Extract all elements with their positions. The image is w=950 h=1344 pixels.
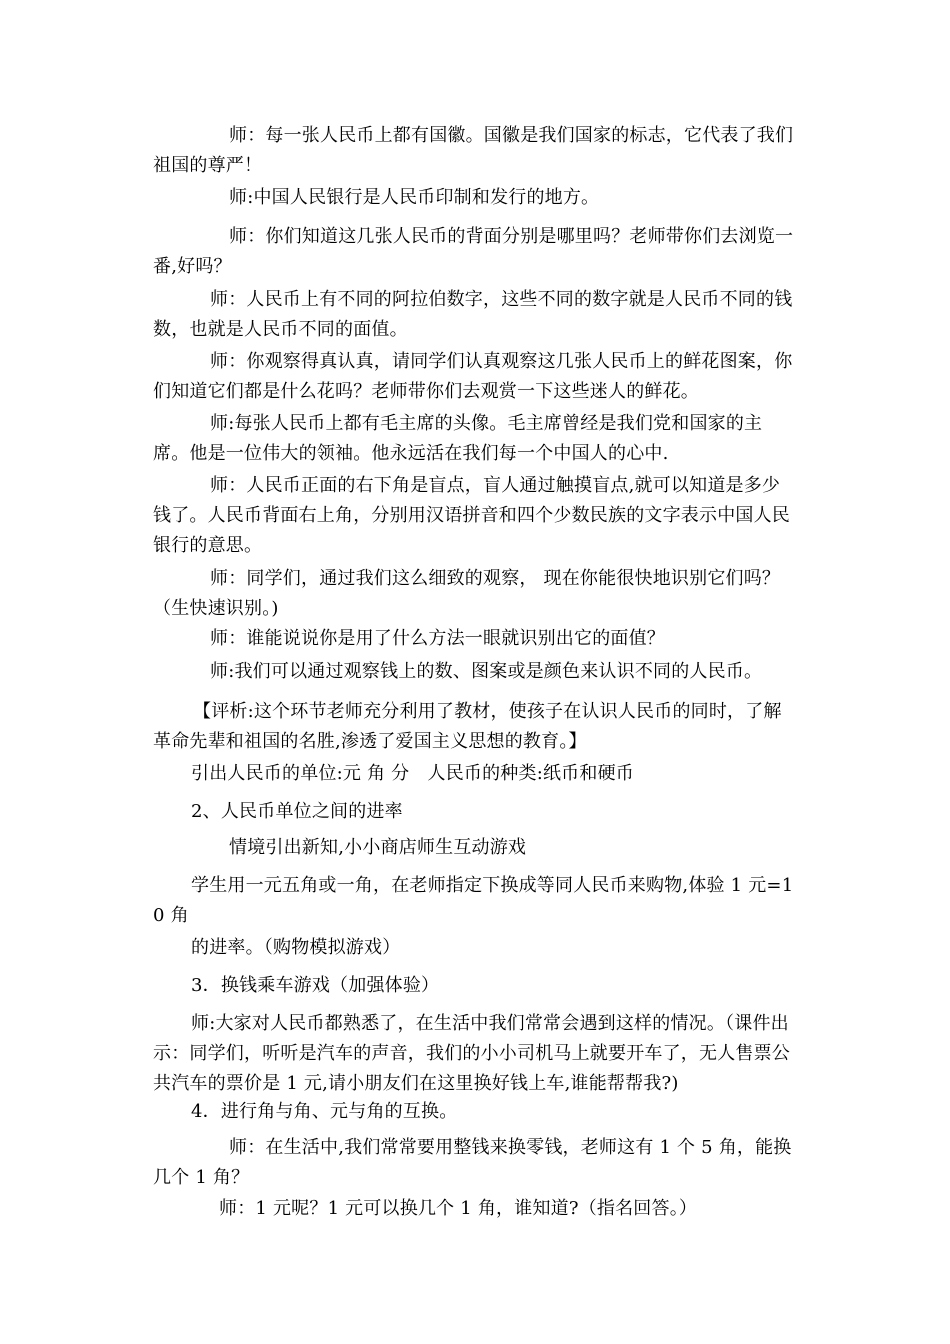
paragraph-numbers: 师：人民币上有不同的阿拉伯数字，这些不同的数字就是人民币不同的钱数，也就是人民币不同的面值。 xyxy=(153,289,793,340)
paragraph-one-yuan: 师：1 元呢？1 元可以换几个 1 角，谁知道?（指名回答。） xyxy=(219,1198,698,1219)
paragraph-method-answer: 师:我们可以通过观察钱上的数、图案或是颜色来认识不同的人民币。 xyxy=(210,661,763,682)
paragraph-method-question: 师：谁能说说你是用了什么方法一眼就识别出它的面值？ xyxy=(210,628,665,649)
paragraph-identify: 师：同学们，通过我们这么细致的观察， 现在你能很快地识别它们吗？（生快速识别。) xyxy=(153,568,781,619)
paragraph-commentary: 【评析:这个环节老师充分利用了教材，使孩子在认识人民币的同时，了解革命先辈和祖国的名胜,渗透了爱国主义思想的教育。】 xyxy=(153,701,782,752)
paragraph-shopping: 学生用一元五角或一角，在老师指定下换成等同人民币来购物,体验 1 元=10 角 xyxy=(153,875,794,926)
paragraph-bank: 师:中国人民银行是人民币印制和发行的地方。 xyxy=(229,187,600,208)
paragraph-blind-dots: 师：人民币正面的右下角是盲点，盲人通过触摸盲点,就可以知道是多少钱了。人民币背面右上角，分别用汉语拼音和四个少数民族的文字表示中国人民银行的意思。 xyxy=(153,475,790,556)
paragraph-bus-story: 师:大家对人民币都熟悉了，在生活中我们常常会遇到这样的情况。（课件出示：同学们，听听是汽车的声音，我们的小小司机马上就要开车了，无人售票公共汽车的票价是 1 元,请小朋友们在这里换好钱上车,谁能帮帮我?) xyxy=(153,1013,790,1094)
paragraph-portrait: 师:每张人民币上都有毛主席的头像。毛主席曾经是我们党和国家的主席。他是一位伟大的领袖。他永远活在我们每一个中国人的心中. xyxy=(153,413,763,464)
heading-bus-game: 3．换钱乘车游戏（加强体验） xyxy=(191,975,440,996)
paragraph-shop-game: 情境引出新知,小小商店师生互动游戏 xyxy=(229,837,527,858)
heading-exchange: 4．进行角与角、元与角的互换。 xyxy=(191,1101,458,1122)
paragraph-flowers: 师：你观察得真认真，请同学们认真观察这几张人民币上的鲜花图案，你们知道它们都是什么花吗？老师带你们去观赏一下这些迷人的鲜花。 xyxy=(153,351,793,402)
paragraph-five-jiao: 师：在生活中,我们常常要用整钱来换零钱，老师这有 1 个 5 角，能换几个 1 角？ xyxy=(153,1137,792,1188)
paragraph-back-side: 师：你们知道这几张人民币的背面分别是哪里吗？老师带你们去浏览一番,好吗？ xyxy=(153,226,794,277)
paragraph-rate: 的进率。（购物模拟游戏） xyxy=(191,937,401,958)
paragraph-emblem: 师：每一张人民币上都有国徽。国徽是我们国家的标志，它代表了我们祖国的尊严！ xyxy=(153,125,794,176)
heading-conversion-rate: 2、人民币单位之间的进率 xyxy=(191,801,403,822)
paragraph-units: 引出人民币的单位:元 角 分 人民币的种类:纸币和硬币 xyxy=(191,763,634,784)
